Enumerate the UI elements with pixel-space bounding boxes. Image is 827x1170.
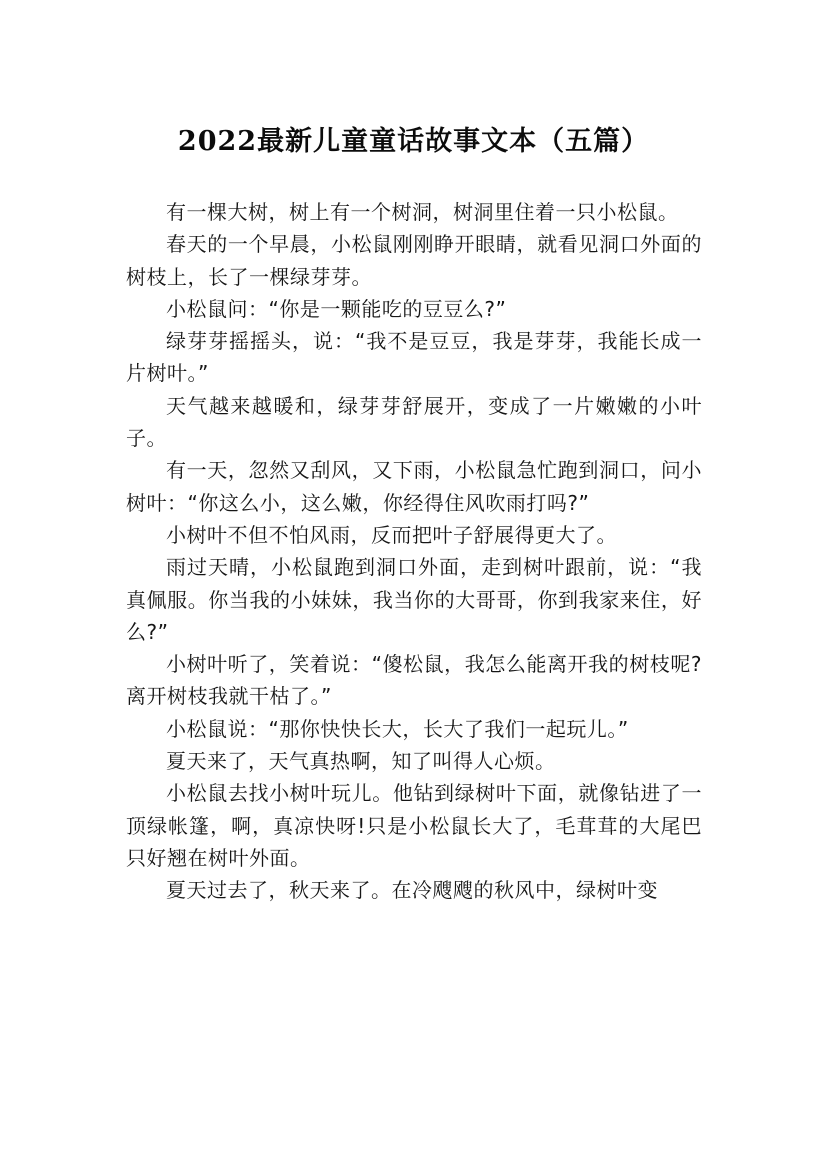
paragraph: 春天的一个早晨，小松鼠刚刚睁开眼睛，就看见洞口外面的树枝上，长了一棵绿芽芽。 [126, 232, 702, 289]
paragraph: 小松鼠问：“你是一颗能吃的豆豆么?” [166, 296, 507, 321]
paragraph: 夏天过去了，秋天来了。在冷飕飕的秋风中，绿树叶变 [166, 878, 658, 903]
story-body [126, 196, 702, 907]
paragraph: 雨过天晴，小松鼠跑到洞口外面，走到树叶跟前，说：“我真佩服。你当我的小妹妹，我当你的大哥哥，你到我家来住，好么?” [126, 555, 702, 644]
paragraph: 绿芽芽摇摇头，说：“我不是豆豆，我是芽芽，我能长成一片树叶。” [126, 329, 702, 386]
paragraph: 小树叶听了，笑着说：“傻松鼠，我怎么能离开我的树枝呢?离开树枝我就干枯了。” [126, 652, 702, 709]
paragraph: 小松鼠说：“那你快快长大，长大了我们一起玩儿。” [166, 716, 629, 741]
paragraph: 夏天来了，天气真热啊，知了叫得人心烦。 [166, 749, 556, 774]
paragraph: 有一天，忽然又刮风，又下雨，小松鼠急忙跑到洞口，问小树叶：“你这么小，这么嫩，你经得住风吹雨打吗?” [126, 458, 702, 515]
paragraph: 有一棵大树，树上有一个树洞，树洞里住着一只小松鼠。 [166, 200, 679, 224]
paragraph: 小松鼠去找小树叶玩儿。他钻到绿树叶下面，就像钻进了一顶绿帐篷，啊，真凉快呀!只是小松鼠长大了，毛茸茸的大尾巴只好翘在树叶外面。 [126, 781, 702, 870]
document-title: 2022最新儿童童话故事文本（五篇） [177, 126, 650, 158]
paragraph: 天气越来越暖和，绿芽芽舒展开，变成了一片嫩嫩的小叶子。 [126, 393, 702, 451]
paragraph: 小树叶不但不怕风雨，反而把叶子舒展得更大了。 [166, 522, 617, 547]
